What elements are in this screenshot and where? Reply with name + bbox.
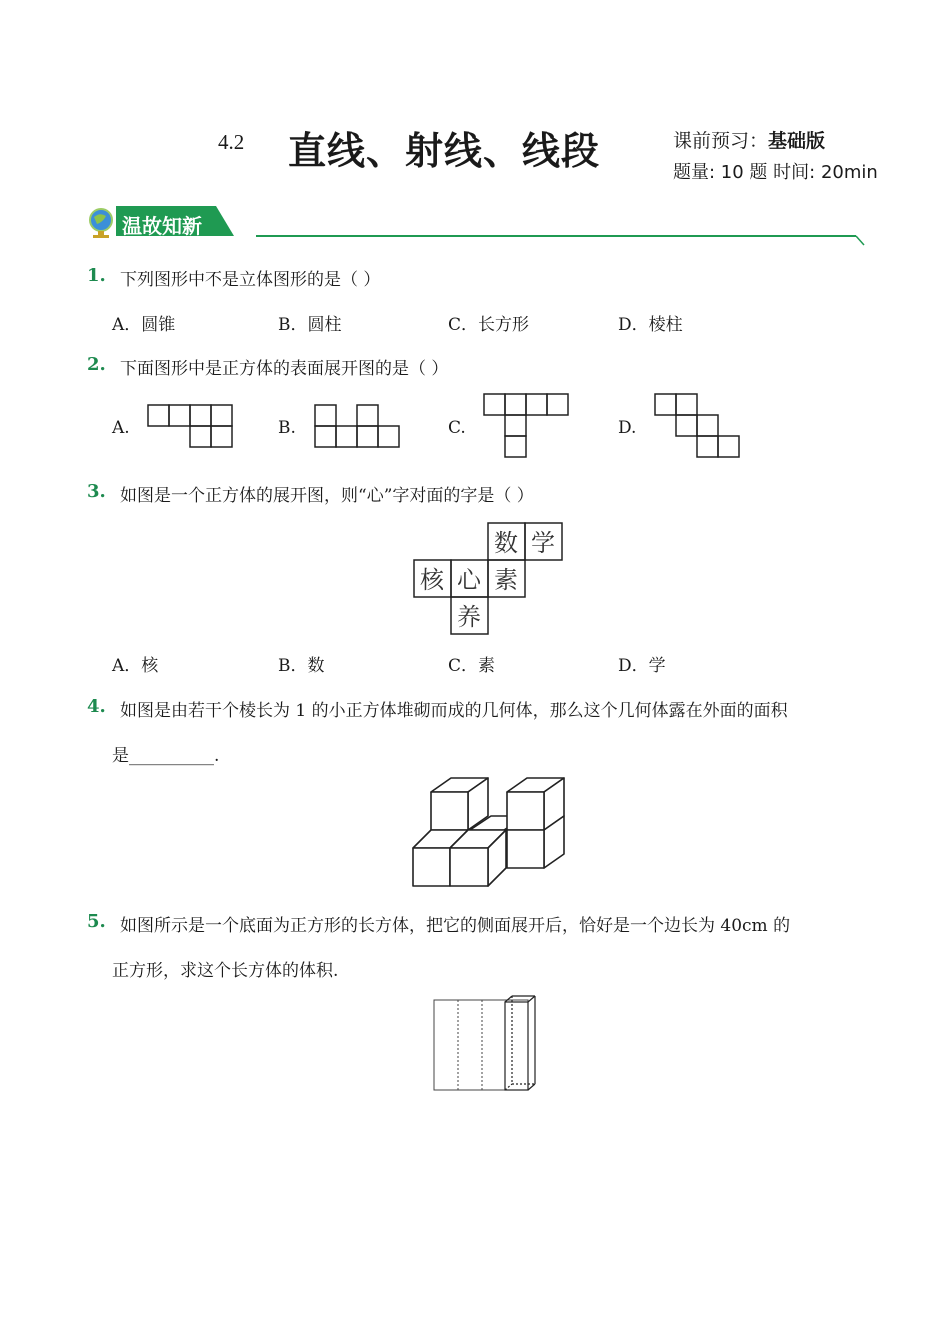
section-number: 4.2 (218, 130, 245, 154)
option-d[interactable]: D．学 (618, 656, 666, 676)
page-title: 直线、射线、线段 (288, 129, 601, 173)
net-figure-d (654, 393, 744, 461)
globe-icon (90, 209, 112, 238)
option-c[interactable]: C．素 (448, 656, 496, 676)
option-d[interactable]: D．棱柱 (618, 315, 683, 335)
question-text: 下面图形中是正方体的表面展开图的是（ ） (120, 359, 449, 379)
question-number: 1. (87, 265, 106, 286)
net-label: 核 (420, 566, 444, 594)
question-text-cont: 正方形，求这个长方体的体积. (112, 961, 339, 981)
option-a[interactable]: A．圆锥 (112, 315, 176, 335)
section-label: 温故知新 (122, 214, 202, 238)
option-d[interactable]: D. (618, 418, 637, 438)
question-number: 4. (87, 696, 106, 717)
section-banner (86, 203, 876, 249)
question-text: 如图所示是一个底面为正方形的长方体，把它的侧面展开后，恰好是一个边长为 40cm 的 (120, 916, 791, 936)
option-b[interactable]: B．数 (278, 656, 325, 676)
net-figure-a (147, 404, 237, 452)
time-limit: 时间: 20min (773, 162, 878, 183)
question-count: 题量: 10 题 (673, 162, 768, 183)
cube-stack-figure (405, 772, 575, 894)
question-text: 下列图形中不是立体图形的是（ ） (120, 270, 381, 290)
cuboid-figure (430, 992, 542, 1094)
option-a[interactable]: A．核 (112, 656, 159, 676)
net-label: 养 (457, 603, 481, 631)
question-number: 3. (87, 481, 106, 502)
option-c[interactable]: C．长方形 (448, 315, 530, 335)
preview-meta (673, 126, 825, 153)
option-b[interactable]: B．圆柱 (278, 315, 342, 335)
quantity-meta (673, 158, 878, 184)
net-label: 学 (531, 529, 555, 557)
net-figure-c (483, 393, 573, 461)
question-number: 5. (87, 911, 106, 932)
option-a[interactable]: A. (112, 418, 130, 438)
net-figure-b (314, 404, 404, 452)
net-label: 素 (494, 566, 518, 594)
option-b[interactable]: B. (278, 418, 296, 438)
question-number: 2. (87, 354, 106, 375)
net-label: 数 (494, 529, 518, 557)
question-text: 如图是一个正方体的展开图，则“心”字对面的字是（ ） (120, 486, 534, 506)
option-c[interactable]: C. (448, 418, 466, 438)
question-text: 如图是由若干个棱长为 1 的小正方体堆砌而成的几何体，那么这个几何体露在外面的面积 (120, 701, 788, 721)
net-label: 心 (457, 566, 481, 594)
preview-label: 课前预习： (673, 130, 769, 152)
cube-net-figure (410, 520, 570, 638)
question-text-cont: 是__________. (112, 746, 220, 766)
level-label: 基础版 (768, 130, 826, 152)
